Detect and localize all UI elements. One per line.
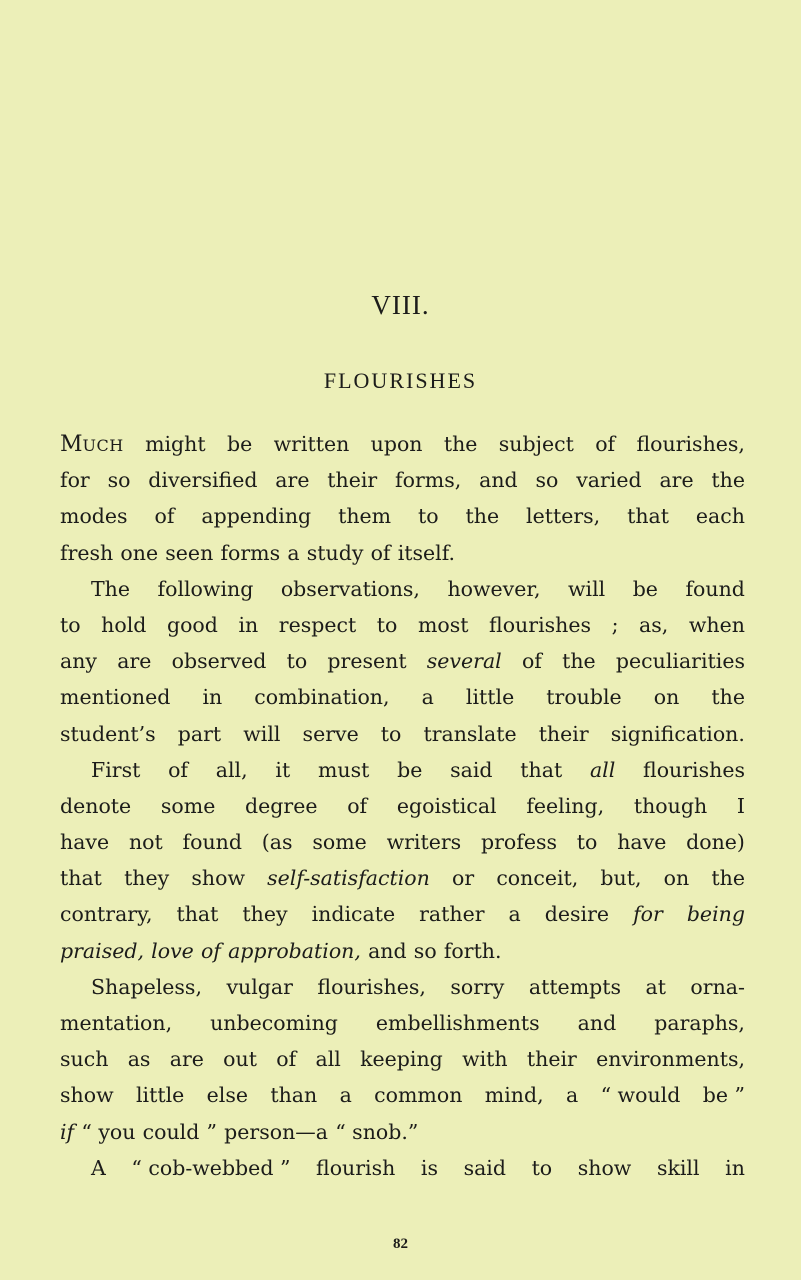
word: trouble	[546, 685, 622, 710]
text-line	[60, 426, 745, 462]
word: at	[645, 974, 666, 999]
word: forms,	[395, 468, 462, 493]
word: good	[166, 612, 218, 637]
word: when	[688, 612, 745, 637]
word: conceit,	[496, 866, 579, 891]
word: following	[157, 576, 254, 601]
word: of	[168, 757, 189, 782]
word: unbecoming	[210, 1011, 338, 1035]
word: any	[60, 649, 98, 674]
word: I	[736, 793, 745, 818]
word: found	[685, 576, 745, 601]
word: are	[169, 1047, 204, 1072]
word: is	[420, 1155, 438, 1180]
chapter-number: VIII.	[371, 290, 430, 320]
word: flourish	[316, 1155, 396, 1180]
word: one	[120, 540, 159, 565]
word: flourishes	[643, 757, 745, 782]
word: found	[182, 830, 242, 855]
word: signification.	[610, 721, 745, 746]
word: have	[60, 830, 110, 855]
word: to	[418, 504, 439, 529]
word: study	[306, 540, 364, 565]
word: egoistical	[396, 793, 497, 818]
word: (as	[261, 830, 293, 855]
word: some	[312, 830, 367, 855]
word: observations,	[280, 576, 420, 601]
chapter-title: FLOURISHES	[323, 368, 478, 393]
word: show	[577, 1155, 632, 1180]
word: Shapeless,	[91, 974, 202, 999]
text-line	[60, 535, 745, 571]
word: most	[417, 612, 469, 637]
word: could	[142, 1119, 200, 1144]
word: though	[633, 793, 708, 818]
word: if	[60, 1119, 75, 1144]
body-text	[60, 426, 745, 1186]
word: vulgar	[226, 974, 293, 999]
word: than	[270, 1083, 318, 1108]
word: keeping	[360, 1047, 443, 1072]
word: the	[711, 866, 745, 891]
word: for	[60, 468, 90, 493]
text-line	[60, 824, 745, 860]
word: the	[711, 468, 745, 493]
word: forth.	[443, 938, 502, 963]
word: appending	[201, 504, 312, 529]
text-line	[60, 1077, 745, 1113]
word: modes	[60, 504, 128, 529]
word: said	[463, 1155, 506, 1180]
word: are	[117, 649, 152, 674]
word: their	[526, 1047, 577, 1072]
word: the	[465, 504, 500, 529]
word: attempts	[528, 974, 622, 999]
word: denote	[60, 793, 132, 818]
word: mind,	[484, 1083, 544, 1108]
word: so	[413, 938, 437, 963]
word: being	[686, 902, 745, 927]
word: for	[633, 902, 663, 927]
word: be ”	[702, 1083, 745, 1108]
word: a	[421, 685, 434, 710]
text-line	[60, 933, 745, 969]
word: said	[450, 757, 493, 782]
word: a	[287, 540, 300, 565]
word: flourishes	[489, 612, 591, 637]
word: rather	[419, 902, 485, 927]
word: have	[617, 830, 667, 855]
text-line	[60, 1114, 745, 1150]
word: are	[275, 468, 310, 493]
word: to	[60, 612, 81, 637]
word: The	[91, 576, 131, 601]
word: little	[135, 1083, 185, 1108]
word: however,	[447, 576, 541, 601]
word: written	[273, 432, 350, 456]
word: show	[60, 1083, 114, 1108]
word: as,	[639, 612, 669, 637]
word: are	[659, 468, 694, 493]
word: of	[200, 938, 221, 963]
word: environments,	[596, 1047, 745, 1072]
word: person—a	[224, 1119, 329, 1144]
word: “ snob.”	[335, 1119, 419, 1144]
word: sorry	[450, 974, 505, 999]
word: “ cob-webbed ”	[131, 1155, 291, 1180]
text-line	[60, 1041, 745, 1077]
word: of	[276, 1047, 297, 1072]
word: that	[627, 504, 669, 529]
word: the	[711, 685, 745, 710]
word: praised,	[60, 938, 144, 963]
word: writers	[386, 830, 462, 855]
text-line	[60, 896, 745, 932]
word: part	[177, 721, 222, 746]
word: present	[327, 649, 407, 674]
word: translate	[423, 721, 517, 746]
word: love	[151, 938, 194, 963]
word: to	[380, 721, 402, 746]
word: that	[520, 757, 563, 782]
word: mentation,	[60, 1011, 173, 1035]
word: peculiarities	[615, 649, 745, 674]
word: desire	[544, 902, 610, 927]
word: to	[531, 1155, 553, 1180]
word: them	[338, 504, 392, 529]
text-line	[60, 788, 745, 824]
word: itself.	[397, 540, 456, 565]
word: embellishments	[375, 1011, 540, 1035]
text-line	[60, 571, 745, 607]
word: not	[128, 830, 163, 855]
text-line	[60, 607, 745, 643]
word: and	[368, 938, 407, 963]
text-line	[60, 462, 745, 498]
text-line	[60, 969, 745, 1005]
word: approbation,	[228, 938, 361, 963]
word: might	[145, 432, 206, 456]
text-line	[60, 679, 745, 715]
word: on	[653, 685, 680, 710]
text-line	[60, 716, 745, 752]
word: degree	[245, 793, 318, 818]
word: in	[202, 685, 223, 710]
word: that	[60, 866, 102, 891]
word: forms	[220, 540, 281, 565]
word: they	[242, 902, 288, 927]
text-line	[60, 1005, 745, 1041]
word: on	[663, 866, 690, 891]
word: student’s	[60, 721, 156, 746]
word: orna-	[690, 974, 745, 999]
word: or	[452, 866, 475, 891]
word: be	[632, 576, 658, 601]
word: of	[595, 432, 616, 456]
word: combination,	[254, 685, 390, 710]
word: all	[315, 1047, 341, 1072]
word: “ you	[81, 1119, 136, 1144]
word: else	[206, 1083, 248, 1108]
text-line	[60, 860, 745, 896]
word: and	[577, 1011, 617, 1035]
word: of	[521, 649, 542, 674]
word: ;	[611, 612, 619, 637]
word: to	[376, 612, 398, 637]
word: a	[339, 1083, 352, 1108]
word: feeling,	[526, 793, 605, 818]
word: serve	[302, 721, 359, 746]
word: “ would	[600, 1083, 681, 1108]
word: the	[562, 649, 596, 674]
text-line	[60, 643, 745, 679]
word: indicate	[311, 902, 396, 927]
word: common	[374, 1083, 463, 1108]
text-line	[60, 752, 745, 788]
word: First	[91, 757, 141, 782]
word: observed	[171, 649, 267, 674]
word: seen	[165, 540, 214, 565]
text-line	[60, 498, 745, 534]
word: each	[695, 504, 745, 529]
word: a	[508, 902, 521, 927]
word: in	[725, 1155, 745, 1180]
word: their	[538, 721, 589, 746]
word: hold	[101, 612, 147, 637]
word: such	[60, 1047, 109, 1072]
word: must	[317, 757, 370, 782]
word: of	[154, 504, 175, 529]
word: that	[176, 902, 219, 927]
word: little	[465, 685, 515, 710]
word: to	[576, 830, 598, 855]
word: fresh	[60, 540, 114, 565]
word: done)	[686, 830, 745, 855]
word: mentioned	[60, 685, 171, 710]
word: they	[124, 866, 170, 891]
word: out	[223, 1047, 257, 1072]
word: all,	[215, 757, 248, 782]
word: upon	[370, 432, 423, 456]
word: be	[397, 757, 423, 782]
word: of	[347, 793, 368, 818]
word: the	[443, 432, 478, 456]
word: some	[160, 793, 216, 818]
text-line	[60, 1150, 745, 1186]
word: respect	[278, 612, 357, 637]
page-number: 82	[393, 1236, 408, 1252]
word: show	[191, 866, 245, 891]
word: will	[243, 721, 281, 746]
word: in	[238, 612, 259, 637]
word: of	[370, 540, 391, 565]
word: diversified	[148, 468, 258, 493]
word: A	[91, 1155, 106, 1180]
word: self-satisfaction	[267, 866, 430, 891]
word: flourishes,	[317, 974, 426, 999]
word: to	[286, 649, 308, 674]
word: it	[275, 757, 291, 782]
word: as	[127, 1047, 151, 1072]
word: skill	[656, 1155, 700, 1180]
word: contrary,	[60, 902, 153, 927]
word: subject	[498, 432, 574, 456]
word: letters,	[526, 504, 601, 529]
word: varied	[576, 468, 642, 493]
word: ”	[206, 1119, 217, 1144]
word: all	[589, 757, 616, 782]
word: with	[462, 1047, 508, 1072]
word: several	[426, 649, 502, 674]
word: profess	[480, 830, 557, 855]
word: paraphs,	[654, 1011, 745, 1035]
word: will	[567, 576, 606, 601]
word: be	[226, 432, 253, 456]
word: but,	[600, 866, 642, 891]
word: a	[565, 1083, 579, 1108]
word: MUCH	[60, 432, 124, 457]
word: so	[535, 468, 559, 493]
word: so	[107, 468, 131, 493]
word: and	[479, 468, 518, 493]
word: their	[327, 468, 378, 493]
word: flourishes,	[636, 432, 745, 456]
